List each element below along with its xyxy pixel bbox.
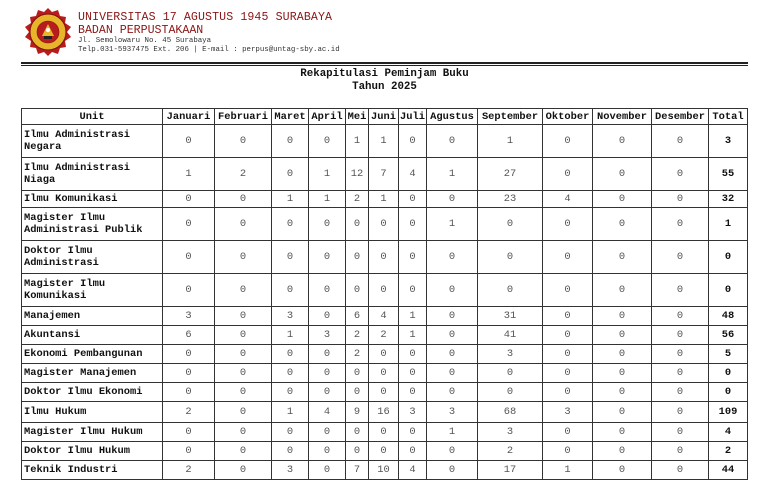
column-header: Oktober xyxy=(543,109,593,125)
row-total: 2 xyxy=(709,442,748,461)
month-count: 0 xyxy=(163,383,215,402)
month-count: 0 xyxy=(272,158,309,191)
month-count: 0 xyxy=(346,364,369,383)
month-count: 0 xyxy=(593,364,652,383)
month-count: 0 xyxy=(652,461,709,480)
unit-name: Manajemen xyxy=(22,307,163,326)
row-total: 48 xyxy=(709,307,748,326)
month-count: 3 xyxy=(478,345,543,364)
month-count: 0 xyxy=(399,191,427,208)
month-count: 0 xyxy=(369,274,399,307)
unit-name: Ilmu Komunikasi xyxy=(22,191,163,208)
month-count: 12 xyxy=(346,158,369,191)
month-count: 0 xyxy=(272,345,309,364)
month-count: 6 xyxy=(346,307,369,326)
column-header: November xyxy=(593,109,652,125)
column-header: Total xyxy=(709,109,748,125)
month-count: 0 xyxy=(593,326,652,345)
month-count: 0 xyxy=(272,208,309,241)
row-total: 0 xyxy=(709,274,748,307)
table-header-row xyxy=(22,109,748,125)
month-count: 1 xyxy=(369,191,399,208)
month-count: 2 xyxy=(163,461,215,480)
month-count: 0 xyxy=(346,241,369,274)
table-row xyxy=(22,423,748,442)
month-count: 0 xyxy=(399,345,427,364)
month-count: 0 xyxy=(215,208,272,241)
table-row xyxy=(22,307,748,326)
month-count: 0 xyxy=(346,383,369,402)
column-header: Agustus xyxy=(427,109,478,125)
table-row xyxy=(22,402,748,423)
month-count: 0 xyxy=(427,442,478,461)
month-count: 0 xyxy=(399,423,427,442)
unit-name: Teknik Industri xyxy=(22,461,163,480)
month-count: 0 xyxy=(272,364,309,383)
month-count: 0 xyxy=(543,241,593,274)
month-count: 0 xyxy=(215,345,272,364)
month-count: 0 xyxy=(309,442,346,461)
month-count: 0 xyxy=(543,125,593,158)
month-count: 1 xyxy=(427,158,478,191)
university-seal-icon xyxy=(23,7,73,57)
month-count: 0 xyxy=(163,208,215,241)
month-count: 0 xyxy=(427,364,478,383)
month-count: 1 xyxy=(309,158,346,191)
month-count: 0 xyxy=(652,307,709,326)
month-count: 0 xyxy=(215,274,272,307)
column-header: Maret xyxy=(272,109,309,125)
month-count: 16 xyxy=(369,402,399,423)
month-count: 0 xyxy=(652,208,709,241)
row-total: 3 xyxy=(709,125,748,158)
unit-name: Doktor Ilmu Administrasi xyxy=(22,241,163,274)
month-count: 3 xyxy=(309,326,346,345)
month-count: 4 xyxy=(399,461,427,480)
month-count: 0 xyxy=(272,383,309,402)
column-header: Mei xyxy=(346,109,369,125)
month-count: 0 xyxy=(215,125,272,158)
month-count: 0 xyxy=(652,326,709,345)
department-name: BADAN PERPUSTAKAAN xyxy=(78,24,204,37)
month-count: 0 xyxy=(593,241,652,274)
contact-line: Telp.031-5937475 Ext. 206 | E-mail : perpus@untag-sby.ac.id xyxy=(78,45,340,54)
month-count: 0 xyxy=(369,442,399,461)
month-count: 0 xyxy=(369,383,399,402)
month-count: 3 xyxy=(427,402,478,423)
unit-name: Ilmu Administrasi Niaga xyxy=(22,158,163,191)
month-count: 0 xyxy=(369,364,399,383)
month-count: 0 xyxy=(427,345,478,364)
month-count: 4 xyxy=(399,158,427,191)
table-row xyxy=(22,241,748,274)
report-year: Tahun 2025 xyxy=(352,81,417,93)
column-header: Juni xyxy=(369,109,399,125)
month-count: 0 xyxy=(593,125,652,158)
letterhead xyxy=(78,12,340,54)
row-total: 5 xyxy=(709,345,748,364)
unit-name: Magister Manajemen xyxy=(22,364,163,383)
row-total: 1 xyxy=(709,208,748,241)
month-count: 0 xyxy=(399,241,427,274)
month-count: 0 xyxy=(163,274,215,307)
month-count: 0 xyxy=(309,383,346,402)
month-count: 0 xyxy=(309,307,346,326)
month-count: 3 xyxy=(272,461,309,480)
month-count: 0 xyxy=(543,326,593,345)
row-total: 0 xyxy=(709,364,748,383)
month-count: 31 xyxy=(478,307,543,326)
row-total: 0 xyxy=(709,383,748,402)
address-line: Jl. Semolowaru No. 45 Surabaya xyxy=(78,37,212,45)
month-count: 7 xyxy=(369,158,399,191)
unit-name: Doktor Ilmu Ekonomi xyxy=(22,383,163,402)
row-total: 4 xyxy=(709,423,748,442)
month-count: 0 xyxy=(215,241,272,274)
row-total: 44 xyxy=(709,461,748,480)
month-count: 1 xyxy=(427,423,478,442)
month-count: 0 xyxy=(369,345,399,364)
month-count: 2 xyxy=(478,442,543,461)
table-row xyxy=(22,461,748,480)
month-count: 0 xyxy=(215,402,272,423)
month-count: 0 xyxy=(309,125,346,158)
month-count: 0 xyxy=(652,241,709,274)
row-total: 0 xyxy=(709,241,748,274)
month-count: 4 xyxy=(309,402,346,423)
month-count: 0 xyxy=(478,274,543,307)
month-count: 0 xyxy=(652,442,709,461)
unit-name: Akuntansi xyxy=(22,326,163,345)
table-row xyxy=(22,364,748,383)
month-count: 0 xyxy=(427,125,478,158)
month-count: 0 xyxy=(369,208,399,241)
table-row xyxy=(22,274,748,307)
report-title: Rekapitulasi Peminjam Buku xyxy=(300,68,469,80)
month-count: 0 xyxy=(593,461,652,480)
month-count: 0 xyxy=(215,191,272,208)
column-header: September xyxy=(478,109,543,125)
month-count: 0 xyxy=(652,158,709,191)
month-count: 0 xyxy=(652,383,709,402)
month-count: 0 xyxy=(309,208,346,241)
column-header: Februari xyxy=(215,109,272,125)
row-total: 32 xyxy=(709,191,748,208)
month-count: 0 xyxy=(543,442,593,461)
table-row xyxy=(22,326,748,345)
month-count: 68 xyxy=(478,402,543,423)
month-count: 7 xyxy=(346,461,369,480)
month-count: 0 xyxy=(427,241,478,274)
month-count: 0 xyxy=(309,423,346,442)
month-count: 0 xyxy=(215,326,272,345)
month-count: 0 xyxy=(593,274,652,307)
month-count: 2 xyxy=(346,191,369,208)
month-count: 0 xyxy=(272,442,309,461)
month-count: 9 xyxy=(346,402,369,423)
month-count: 3 xyxy=(163,307,215,326)
month-count: 0 xyxy=(346,208,369,241)
month-count: 0 xyxy=(399,208,427,241)
table-body xyxy=(22,125,748,480)
month-count: 3 xyxy=(399,402,427,423)
table-row xyxy=(22,191,748,208)
month-count: 1 xyxy=(369,125,399,158)
month-count: 1 xyxy=(346,125,369,158)
month-count: 0 xyxy=(215,383,272,402)
month-count: 23 xyxy=(478,191,543,208)
month-count: 0 xyxy=(543,345,593,364)
month-count: 0 xyxy=(309,364,346,383)
month-count: 41 xyxy=(478,326,543,345)
month-count: 0 xyxy=(652,274,709,307)
month-count: 0 xyxy=(369,423,399,442)
month-count: 0 xyxy=(427,307,478,326)
unit-name: Magister Ilmu Administrasi Publik xyxy=(22,208,163,241)
month-count: 0 xyxy=(272,274,309,307)
month-count: 0 xyxy=(652,345,709,364)
month-count: 0 xyxy=(543,307,593,326)
month-count: 0 xyxy=(543,364,593,383)
month-count: 0 xyxy=(427,191,478,208)
month-count: 0 xyxy=(478,364,543,383)
month-count: 1 xyxy=(399,307,427,326)
table-row xyxy=(22,442,748,461)
column-header: Unit xyxy=(22,109,163,125)
month-count: 6 xyxy=(163,326,215,345)
month-count: 0 xyxy=(427,461,478,480)
month-count: 0 xyxy=(399,383,427,402)
month-count: 0 xyxy=(272,423,309,442)
month-count: 0 xyxy=(309,274,346,307)
unit-name: Ilmu Hukum xyxy=(22,402,163,423)
month-count: 0 xyxy=(163,423,215,442)
month-count: 1 xyxy=(272,191,309,208)
month-count: 4 xyxy=(543,191,593,208)
month-count: 1 xyxy=(427,208,478,241)
month-count: 0 xyxy=(543,158,593,191)
month-count: 0 xyxy=(309,241,346,274)
month-count: 0 xyxy=(652,125,709,158)
month-count: 17 xyxy=(478,461,543,480)
month-count: 1 xyxy=(272,326,309,345)
month-count: 0 xyxy=(427,326,478,345)
table-row xyxy=(22,158,748,191)
month-count: 0 xyxy=(215,442,272,461)
month-count: 2 xyxy=(369,326,399,345)
month-count: 0 xyxy=(593,442,652,461)
month-count: 0 xyxy=(543,383,593,402)
month-count: 0 xyxy=(346,423,369,442)
month-count: 0 xyxy=(163,345,215,364)
borrower-table xyxy=(21,108,748,480)
month-count: 0 xyxy=(593,158,652,191)
month-count: 0 xyxy=(215,461,272,480)
month-count: 0 xyxy=(478,241,543,274)
column-header: Desember xyxy=(652,109,709,125)
month-count: 4 xyxy=(369,307,399,326)
month-count: 0 xyxy=(593,345,652,364)
month-count: 0 xyxy=(652,191,709,208)
unit-name: Doktor Ilmu Hukum xyxy=(22,442,163,461)
month-count: 0 xyxy=(272,125,309,158)
month-count: 1 xyxy=(163,158,215,191)
month-count: 1 xyxy=(543,461,593,480)
month-count: 0 xyxy=(478,383,543,402)
report-heading xyxy=(0,68,769,94)
month-count: 0 xyxy=(163,442,215,461)
row-total: 56 xyxy=(709,326,748,345)
month-count: 0 xyxy=(543,274,593,307)
column-header: April xyxy=(309,109,346,125)
month-count: 0 xyxy=(593,208,652,241)
institution-name: UNIVERSITAS 17 AGUSTUS 1945 SURABAYA xyxy=(78,11,333,24)
month-count: 0 xyxy=(427,274,478,307)
month-count: 0 xyxy=(652,364,709,383)
month-count: 0 xyxy=(593,423,652,442)
row-total: 109 xyxy=(709,402,748,423)
month-count: 2 xyxy=(215,158,272,191)
month-count: 1 xyxy=(478,125,543,158)
unit-name: Ilmu Administrasi Negara xyxy=(22,125,163,158)
column-header: Juli xyxy=(400,110,425,123)
month-count: 1 xyxy=(309,191,346,208)
month-count: 0 xyxy=(543,208,593,241)
month-count: 0 xyxy=(163,125,215,158)
month-count: 0 xyxy=(215,307,272,326)
month-count: 0 xyxy=(346,274,369,307)
unit-name: Magister Ilmu Komunikasi xyxy=(22,274,163,307)
month-count: 0 xyxy=(369,241,399,274)
month-count: 0 xyxy=(478,208,543,241)
table-row xyxy=(22,383,748,402)
header-divider-thick xyxy=(21,62,748,64)
month-count: 3 xyxy=(272,307,309,326)
month-count: 2 xyxy=(346,326,369,345)
month-count: 2 xyxy=(346,345,369,364)
month-count: 0 xyxy=(399,274,427,307)
month-count: 3 xyxy=(478,423,543,442)
month-count: 0 xyxy=(215,423,272,442)
table-row xyxy=(22,345,748,364)
column-header: Januari xyxy=(163,109,215,125)
month-count: 0 xyxy=(399,125,427,158)
month-count: 0 xyxy=(593,383,652,402)
month-count: 0 xyxy=(309,345,346,364)
month-count: 0 xyxy=(309,461,346,480)
month-count: 0 xyxy=(215,364,272,383)
month-count: 0 xyxy=(593,402,652,423)
month-count: 1 xyxy=(272,402,309,423)
month-count: 0 xyxy=(163,364,215,383)
month-count: 0 xyxy=(593,307,652,326)
row-total: 55 xyxy=(709,158,748,191)
month-count: 0 xyxy=(427,383,478,402)
month-count: 0 xyxy=(272,241,309,274)
month-count: 2 xyxy=(163,402,215,423)
month-count: 0 xyxy=(593,191,652,208)
month-count: 0 xyxy=(163,191,215,208)
month-count: 0 xyxy=(652,402,709,423)
month-count: 0 xyxy=(543,423,593,442)
month-count: 1 xyxy=(399,326,427,345)
month-count: 27 xyxy=(478,158,543,191)
month-count: 0 xyxy=(346,442,369,461)
month-count: 0 xyxy=(163,241,215,274)
unit-name: Ekonomi Pembangunan xyxy=(22,345,163,364)
header-divider-thin xyxy=(21,65,748,66)
table-row xyxy=(22,125,748,158)
month-count: 3 xyxy=(543,402,593,423)
table-row xyxy=(22,208,748,241)
month-count: 0 xyxy=(399,442,427,461)
unit-name: Magister Ilmu Hukum xyxy=(22,423,163,442)
month-count: 10 xyxy=(369,461,399,480)
month-count: 0 xyxy=(399,364,427,383)
month-count: 0 xyxy=(652,423,709,442)
